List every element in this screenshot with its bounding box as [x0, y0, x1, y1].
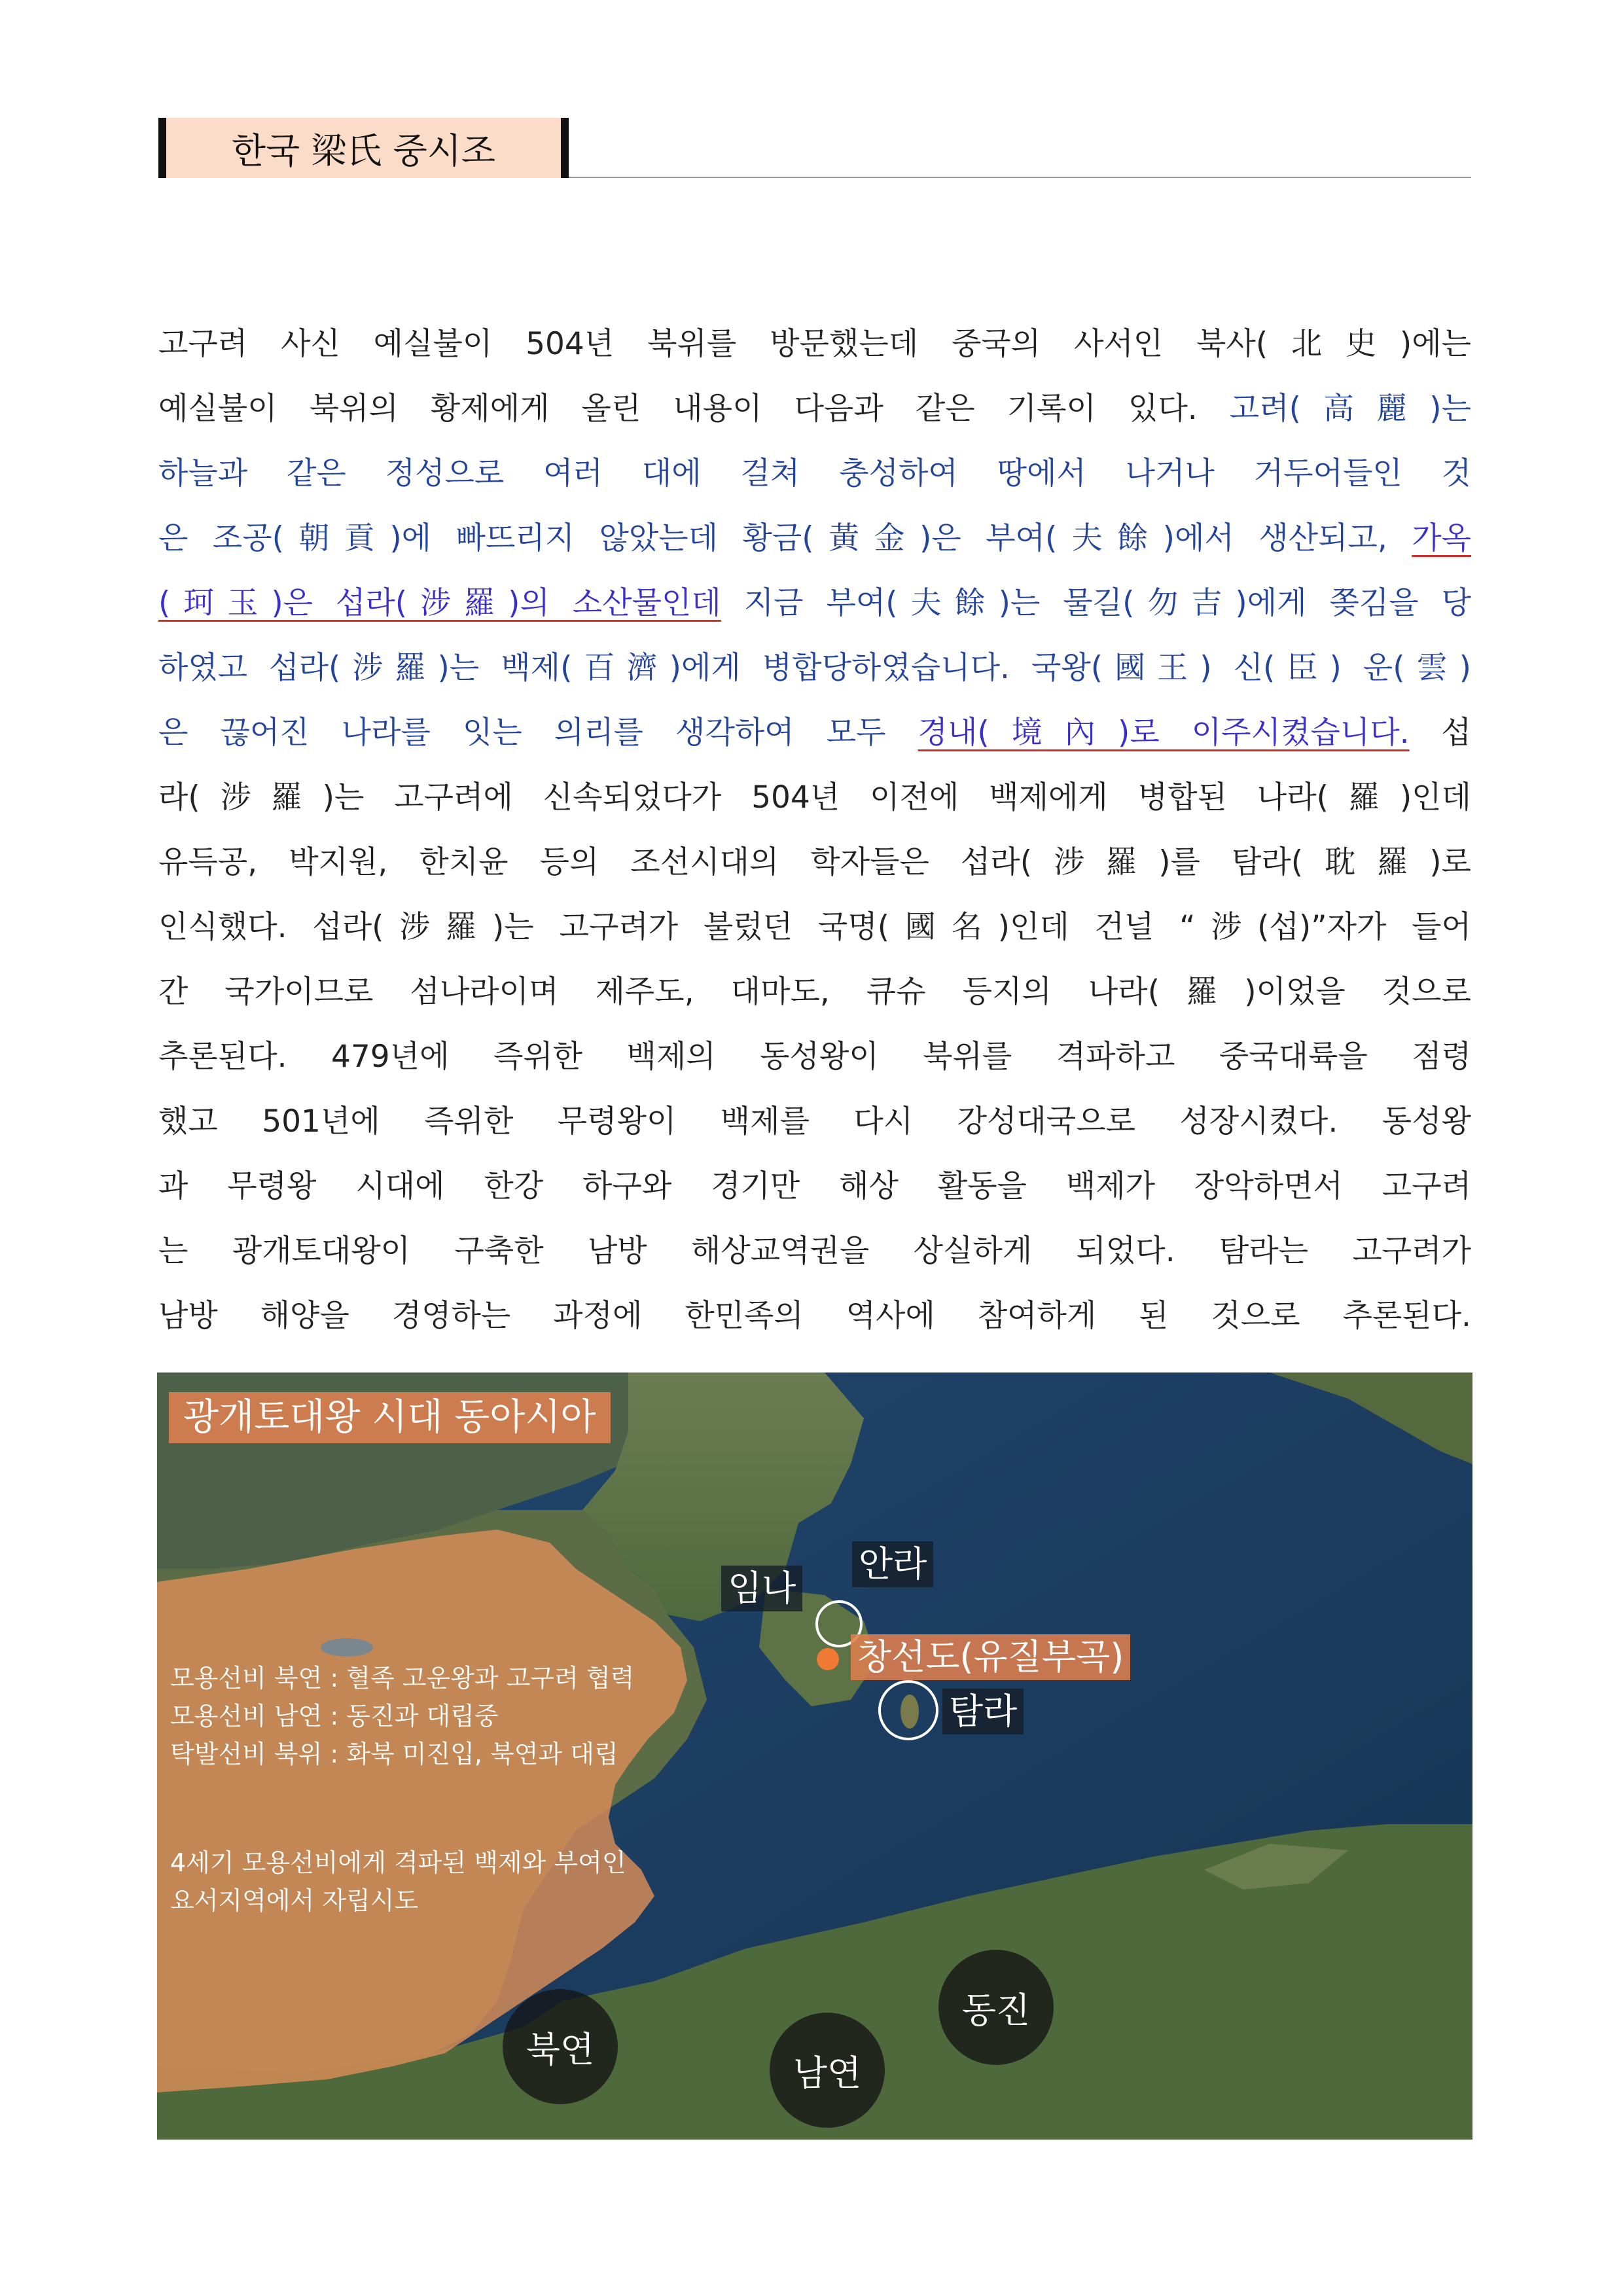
label-bukyeon: 북연 [503, 1989, 618, 2104]
text-segment: 인식했다. 섭라(涉羅)는 고구려가 불렀던 국명(國名)인데 건널 “涉(섭)”자가 들어 [158, 909, 1471, 945]
note-line: 탁발선비 북위 : 화북 미진입, 북연과 대립 [170, 1740, 618, 1768]
label-dongjin: 동진 [938, 1950, 1054, 2065]
section-header [158, 118, 1471, 178]
notes-block-2 [170, 1844, 626, 1920]
text-segment: 은 끊어진 나라를 잇는 의리를 생각하여 모두 [158, 715, 918, 751]
changseondo-dot-marker [817, 1648, 839, 1670]
text-segment: 했고 501년에 즉위한 무령왕이 백제를 다시 강성대국으로 성장시켰다. 동성왕 [158, 1103, 1471, 1139]
text-segment: 은 조공(朝貢)에 빠뜨리지 않았는데 황금(黃金)은 부여(夫餘)에서 생산되고, [158, 520, 1412, 556]
header-right-bar [561, 118, 569, 178]
header-rule [569, 177, 1471, 178]
text-segment: 예실불이 북위의 황제에게 올린 내용이 다음과 같은 기록이 있다. [158, 391, 1230, 427]
text-segment: 간 국가이므로 섬나라이며 제주도, 대마도, 큐슈 등지의 나라(羅)이었을 것으로 [158, 974, 1471, 1010]
body-paragraph [158, 312, 1471, 1348]
body-line [158, 830, 1471, 895]
underlined-phrase: 가옥 [1412, 520, 1471, 556]
body-line [158, 571, 1471, 636]
note-line: 요서지역에서 자립시도 [170, 1886, 419, 1915]
body-line [158, 1154, 1471, 1219]
note-line: 모용선비 남연 : 동진과 대립중 [170, 1702, 499, 1731]
text-segment: 섭 [1409, 715, 1471, 751]
notes-block-1 [170, 1659, 634, 1773]
body-line [158, 376, 1471, 441]
map-title: 광개토대왕 시대 동아시아 [169, 1392, 611, 1443]
body-line [158, 765, 1471, 830]
label-changseondo: 창선도(유질부곡) [851, 1634, 1130, 1680]
body-line [158, 1024, 1471, 1089]
body-line [158, 636, 1471, 700]
east-asia-map [157, 1372, 1472, 2140]
body-line [158, 1219, 1471, 1283]
header-title: 한국 梁氏 중시조 [166, 118, 561, 178]
body-line [158, 895, 1471, 960]
label-tamra: 탐라 [942, 1689, 1024, 1734]
body-line [158, 1283, 1471, 1348]
text-segment: 고구려 사신 예실불이 504년 북위를 방문했는데 중국의 사서인 북사(北史)에는 [158, 326, 1471, 362]
underlined-phrase: (珂玉)은 섭라(涉羅)의 소산물인데 [158, 585, 721, 621]
body-line [158, 441, 1471, 506]
header-left-bar [158, 118, 166, 178]
text-segment: 라(涉羅)는 고구려에 신속되었다가 504년 이전에 백제에게 병합된 나라(羅)인데 [158, 780, 1471, 816]
body-line [158, 312, 1471, 376]
body-line [158, 506, 1471, 571]
label-imna: 임나 [721, 1566, 802, 1611]
text-segment: 과 무령왕 시대에 한강 하구와 경기만 해상 활동을 백제가 장악하면서 고구려 [158, 1168, 1471, 1204]
label-namyeon: 남연 [770, 2013, 885, 2128]
text-segment: 남방 해양을 경영하는 과정에 한민족의 역사에 참여하게 된 것으로 추론된다. [158, 1298, 1472, 1334]
text-segment: 추론된다. 479년에 즉위한 백제의 동성왕이 북위를 격파하고 중국대륙을 점령 [158, 1039, 1471, 1075]
text-segment: 유득공, 박지원, 한치윤 등의 조선시대의 학자들은 섭라(涉羅)를 탐라(耽羅)로 [158, 844, 1471, 880]
body-line [158, 960, 1471, 1024]
label-anra: 안라 [852, 1541, 933, 1587]
text-segment: 지금 부여(夫餘)는 물길(勿吉)에게 쫒김을 당 [721, 585, 1471, 621]
note-line: 4세기 모용선비에게 격파된 백제와 부여인 [170, 1848, 626, 1877]
text-segment: 하였고 섭라(涉羅)는 백제(百濟)에게 병합당하였습니다. 국왕(國王) 신(臣) 운(雲) [158, 650, 1471, 686]
text-segment: 는 광개토대왕이 구축한 남방 해상교역권을 상실하게 되었다. 탐라는 고구려가 [158, 1233, 1471, 1269]
body-line [158, 700, 1471, 765]
note-line: 모용선비 북연 : 혈족 고운왕과 고구려 협력 [170, 1664, 635, 1693]
text-segment: 고려(高麗)는 [1229, 391, 1471, 427]
text-segment: 하늘과 같은 정성으로 여러 대에 걸쳐 충성하여 땅에서 나거나 거두어들인 것 [158, 456, 1471, 492]
underlined-phrase: 경내(境內)로 이주시켰습니다. [918, 715, 1410, 751]
body-line [158, 1089, 1471, 1154]
